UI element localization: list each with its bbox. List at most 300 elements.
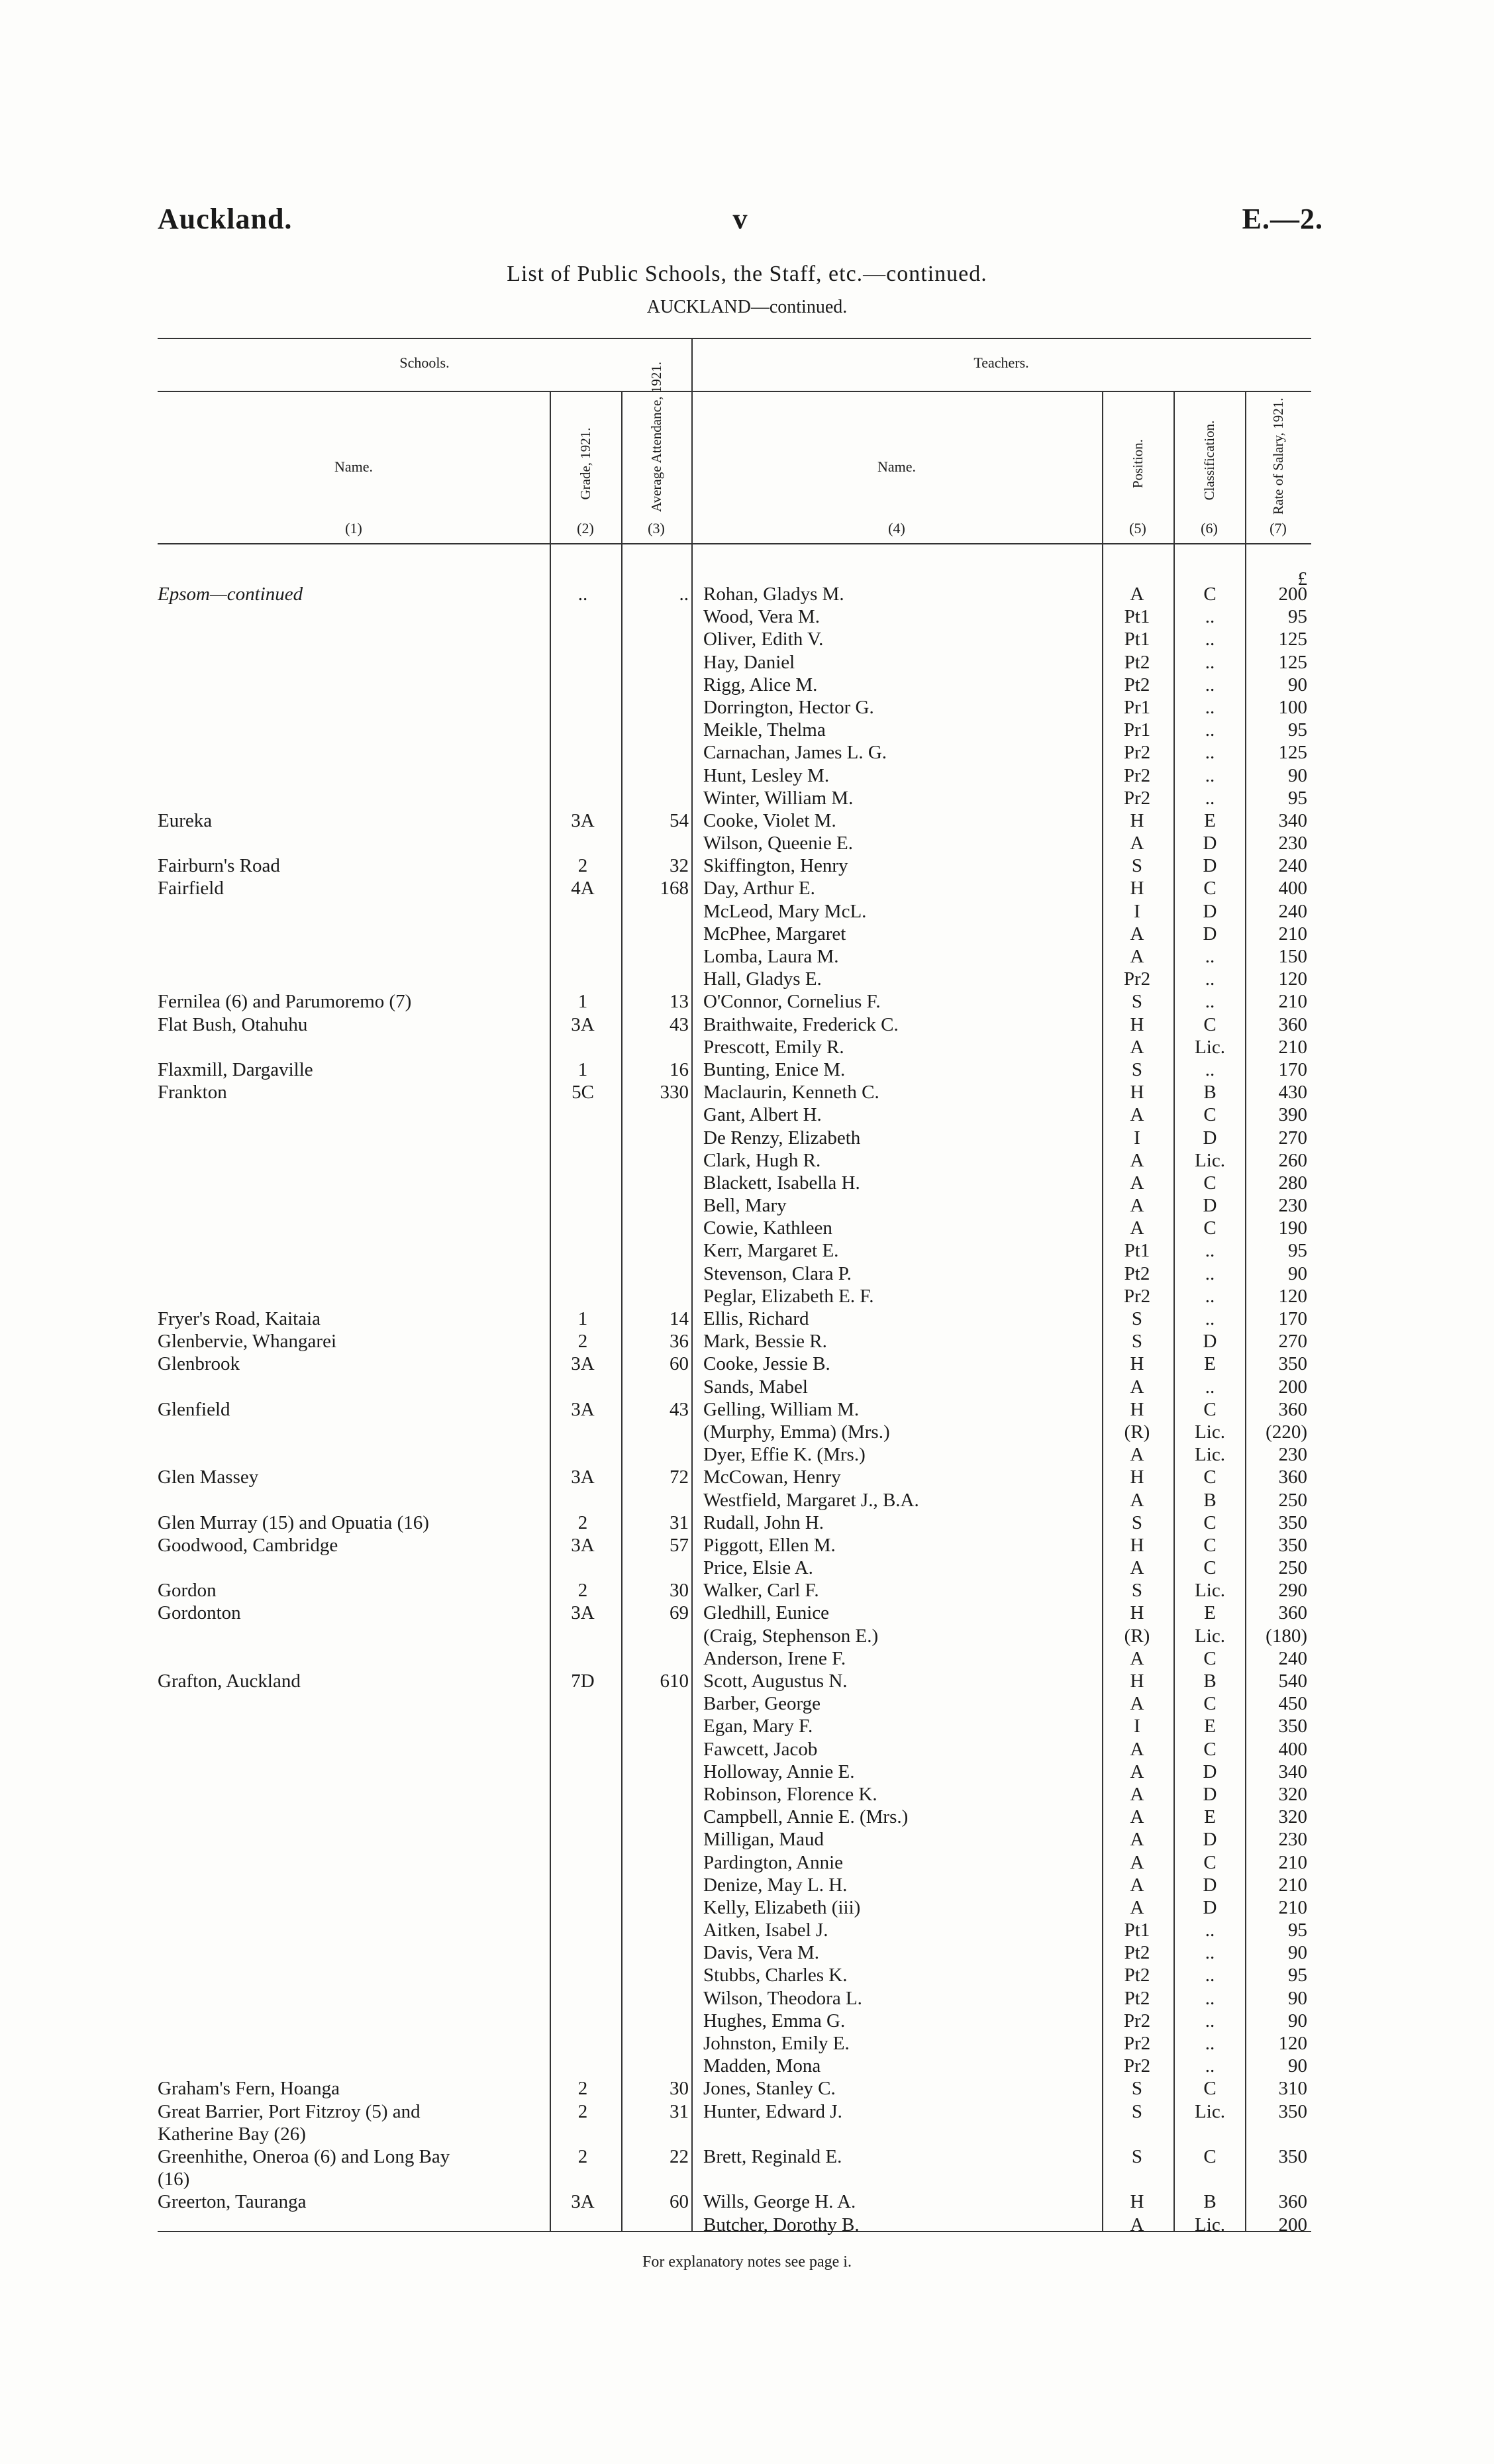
position-cell: Pr2	[1123, 2055, 1151, 2077]
teacher-name-cell-text: McLeod, Mary McL.	[703, 900, 867, 922]
table-row	[0, 1421, 1494, 1443]
school-name-cell	[158, 1466, 542, 1488]
classification-cell: Lic.	[1195, 2100, 1225, 2122]
table-row	[0, 2032, 1494, 2055]
teacher-name-cell	[703, 832, 1094, 854]
school-name-cell-text: Frankton	[158, 1082, 227, 1104]
school-name-cell	[158, 990, 542, 1013]
table-row	[0, 1579, 1494, 1602]
teacher-name-cell	[703, 628, 1094, 650]
teacher-name-cell-text: Dyer, Effie K. (Mrs.)	[703, 1444, 866, 1466]
position-cell: A	[1130, 923, 1144, 945]
attendance-cell: 32	[670, 855, 689, 877]
teacher-name-cell	[703, 809, 1094, 832]
teacher-name-cell-text: Gelling, William M.	[703, 1398, 860, 1420]
salary-cell: 90	[1288, 2055, 1307, 2077]
classification-cell: Lic.	[1195, 1036, 1225, 1058]
colnum-4: (4)	[888, 520, 905, 537]
school-name-cell-text: Eureka	[158, 809, 213, 831]
position-cell: S	[1131, 2100, 1143, 2122]
teacher-name-cell-text: Skiffington, Henry	[703, 855, 848, 877]
teacher-name-cell-text: Walker, Carl F.	[703, 1580, 819, 1602]
classification-cell: Lic.	[1195, 1580, 1225, 1602]
salary-cell: 540	[1278, 1670, 1307, 1692]
position-cell: Pr2	[1123, 787, 1151, 809]
school-name-cell	[158, 1579, 542, 1602]
school-name-cell-text: Glen Massey	[158, 1466, 259, 1488]
teacher-name-cell-text: Davis, Vera M.	[703, 1942, 820, 1964]
teacher-name-cell-text: Clark, Hugh R.	[703, 1149, 821, 1171]
classification-cell: C	[1203, 1104, 1217, 1126]
table-row	[0, 1036, 1494, 1058]
classification-cell: C	[1203, 1693, 1217, 1715]
position-cell: A	[1130, 1761, 1144, 1782]
teacher-name-cell	[703, 2032, 1094, 2055]
teacher-name-cell-text: Peglar, Elizabeth E. F.	[703, 1285, 874, 1307]
salary-cell: 240	[1278, 900, 1307, 922]
school-name-cell	[158, 1308, 542, 1330]
position-cell: A	[1130, 1896, 1144, 1918]
classification-cell: C	[1203, 1466, 1217, 1488]
classification-cell: ..	[1205, 674, 1215, 695]
table-row	[0, 1262, 1494, 1285]
position-cell: H	[1130, 1534, 1144, 1556]
table-row	[0, 809, 1494, 832]
position-cell: Pt2	[1124, 651, 1150, 673]
classification-cell: D	[1203, 1127, 1217, 1149]
salary-cell: 290	[1278, 1580, 1307, 1602]
position-cell: Pr2	[1123, 968, 1151, 990]
salary-cell: 90	[1288, 764, 1307, 786]
classification-cell: Lic.	[1195, 1421, 1225, 1443]
teacher-name-cell	[703, 1149, 1094, 1172]
salary-cell: 210	[1278, 1851, 1307, 1873]
school-name-cell-text: Grafton, Auckland	[158, 1670, 301, 1692]
teacher-name-cell-text: Brett, Reginald E.	[703, 2145, 842, 2167]
salary-cell: 400	[1278, 878, 1307, 899]
classification-cell: ..	[1205, 764, 1215, 786]
table-row	[0, 2123, 1494, 2145]
school-name-cell-text: Glenfield	[158, 1398, 230, 1420]
table-row	[0, 1715, 1494, 1737]
teacher-name-cell	[703, 583, 1094, 605]
salary-cell: 390	[1278, 1104, 1307, 1126]
classification-cell: B	[1203, 2191, 1217, 2213]
school-name-cell-text: Fernilea (6) and Parumoremo (7)	[158, 991, 412, 1013]
classification-cell: C	[1203, 1172, 1217, 1194]
salary-cell: 230	[1278, 833, 1307, 854]
grade-cell: 2	[577, 1512, 588, 1533]
school-name-cell	[158, 583, 542, 605]
salary-cell: 280	[1278, 1172, 1307, 1194]
teacher-name-cell-text: Ellis, Richard	[703, 1308, 809, 1329]
grade-cell: 7D	[571, 1670, 595, 1692]
teacher-name-cell	[703, 719, 1094, 741]
position-cell: H	[1130, 2191, 1144, 2213]
classification-cell: C	[1203, 1398, 1217, 1420]
salary-cell: 350	[1278, 1512, 1307, 1533]
attendance-cell: 43	[670, 1398, 689, 1420]
position-cell: A	[1130, 1647, 1144, 1669]
classification-cell: C	[1203, 2078, 1217, 2100]
table-row	[0, 945, 1494, 968]
attendance-cell: 14	[670, 1308, 689, 1329]
page-subtitle: AUCKLAND—continued.	[646, 297, 848, 317]
teacher-name-cell-text: Madden, Mona	[703, 2055, 821, 2077]
table-body	[0, 583, 1494, 2236]
table-row	[0, 1058, 1494, 1081]
classification-cell: C	[1203, 1512, 1217, 1533]
school-name-cell	[158, 1330, 542, 1353]
teacher-name-cell	[703, 1353, 1094, 1375]
teachers-group-header: Teachers.	[973, 354, 1029, 371]
teacher-name-cell-text: Gledhill, Eunice	[703, 1602, 830, 1624]
classification-cell: C	[1203, 1217, 1217, 1239]
grade-cell: 3A	[571, 809, 595, 831]
teacher-name-cell-text: (Craig, Stephenson E.)	[703, 1625, 879, 1647]
teacher-name-cell	[703, 1489, 1094, 1512]
school-name-header: Name.	[334, 458, 374, 475]
classification-cell: ..	[1205, 1920, 1215, 1941]
teacher-name-cell	[703, 1534, 1094, 1557]
table-row	[0, 990, 1494, 1013]
classification-cell: ..	[1205, 2033, 1215, 2054]
table-row	[0, 696, 1494, 719]
teacher-name-cell-text: Butcher, Dorothy B.	[703, 2214, 860, 2235]
school-name-cell-text: (16)	[158, 2169, 190, 2190]
position-cell: Pr2	[1123, 1285, 1151, 1307]
position-cell: H	[1130, 1353, 1144, 1375]
salary-cell: 90	[1288, 1262, 1307, 1284]
classification-cell: E	[1204, 1353, 1216, 1375]
position-cell: H	[1130, 878, 1144, 899]
classification-cell: ..	[1205, 1262, 1215, 1284]
teacher-name-cell-text: (Murphy, Emma) (Mrs.)	[703, 1421, 890, 1443]
teacher-name-cell	[703, 1851, 1094, 1874]
teacher-name-cell	[703, 945, 1094, 968]
salary-cell: 270	[1278, 1331, 1307, 1353]
classification-cell: E	[1204, 1716, 1216, 1737]
teacher-name-cell-text: Cowie, Kathleen	[703, 1217, 832, 1239]
table-row	[0, 1987, 1494, 2010]
teacher-name-cell-text: Scott, Augustus N.	[703, 1670, 848, 1692]
classification-cell: B	[1203, 1489, 1217, 1511]
position-cell: H	[1130, 1602, 1144, 1624]
school-name-cell	[158, 2168, 542, 2190]
teacher-name-cell	[703, 1104, 1094, 1126]
teacher-name-cell	[703, 1806, 1094, 1828]
salary-cell: 400	[1278, 1738, 1307, 1760]
teacher-name-cell-text: McPhee, Margaret	[703, 923, 846, 945]
school-name-cell	[158, 809, 542, 832]
classification-cell: ..	[1205, 629, 1215, 650]
classification-cell: ..	[1205, 787, 1215, 809]
table-row	[0, 1489, 1494, 1512]
teacher-name-cell-text: Dorrington, Hector G.	[703, 696, 874, 718]
table-row	[0, 854, 1494, 877]
teacher-name-cell-text: Wilson, Theodora L.	[703, 1987, 862, 2009]
grade-cell: 2	[577, 1331, 588, 1353]
salary-cell: 190	[1278, 1217, 1307, 1239]
classification-cell: D	[1203, 855, 1217, 877]
table-row	[0, 1783, 1494, 1806]
table-row	[0, 2145, 1494, 2168]
classification-cell: D	[1203, 1761, 1217, 1782]
teacher-name-cell-text: Cooke, Jessie B.	[703, 1353, 830, 1375]
salary-cell: 450	[1278, 1693, 1307, 1715]
position-cell: (R)	[1124, 1625, 1150, 1647]
position-cell: A	[1130, 1806, 1144, 1828]
classification-cell: C	[1203, 2145, 1217, 2167]
teacher-name-cell	[703, 1625, 1094, 1647]
teacher-name-cell-text: Hall, Gladys E.	[703, 968, 822, 990]
colnum-3: (3)	[648, 520, 665, 537]
position-cell: A	[1130, 1104, 1144, 1126]
table-row	[0, 968, 1494, 990]
classification-cell: ..	[1205, 991, 1215, 1013]
teacher-name-cell-text: O'Connor, Cornelius F.	[703, 991, 881, 1013]
teacher-name-cell	[703, 1239, 1094, 1262]
table-row	[0, 1239, 1494, 1262]
classification-cell: ..	[1205, 742, 1215, 764]
teacher-name-cell-text: De Renzy, Elizabeth	[703, 1127, 861, 1149]
page-title: List of Public Schools, the Staff, etc.—continued.	[507, 262, 987, 286]
table-row	[0, 1761, 1494, 1783]
salary-cell: 360	[1278, 2191, 1307, 2213]
header-bottom-rule	[158, 543, 1311, 544]
teacher-name-cell-text: Kerr, Margaret E.	[703, 1240, 839, 1262]
attendance-cell: 16	[670, 1058, 689, 1080]
table-row	[0, 764, 1494, 787]
school-name-cell	[158, 1081, 542, 1104]
salary-cell: 320	[1278, 1783, 1307, 1805]
position-cell: A	[1130, 946, 1144, 967]
teacher-name-cell-text: Wills, George H. A.	[703, 2191, 856, 2213]
classification-cell: B	[1203, 1670, 1217, 1692]
classification-cell: Lic.	[1195, 1149, 1225, 1171]
teacher-name-cell	[703, 651, 1094, 674]
teacher-name-cell-text: Johnston, Emily E.	[703, 2033, 850, 2054]
position-cell: Pr2	[1123, 742, 1151, 764]
teacher-name-cell	[703, 2100, 1094, 2123]
teacher-name-cell	[703, 854, 1094, 877]
classification-cell: C	[1203, 1738, 1217, 1760]
table-row	[0, 1104, 1494, 1126]
teacher-name-cell-text: Barber, George	[703, 1693, 821, 1715]
table-row	[0, 1874, 1494, 1896]
position-cell: A	[1130, 1172, 1144, 1194]
grade-cell: 3A	[571, 1013, 595, 1035]
schools-group-header: Schools.	[399, 354, 450, 371]
teacher-name-cell-text: Robinson, Florence K.	[703, 1783, 877, 1805]
teacher-name-cell	[703, 1262, 1094, 1285]
table-row	[0, 1308, 1494, 1330]
salary-cell: 240	[1278, 1647, 1307, 1669]
salary-cell: 90	[1288, 2010, 1307, 2031]
classification-cell: ..	[1205, 1965, 1215, 1986]
position-cell: A	[1130, 1489, 1144, 1511]
position-cell: H	[1130, 1466, 1144, 1488]
table-row	[0, 2010, 1494, 2032]
classification-cell: C	[1203, 1557, 1217, 1579]
table-row	[0, 2190, 1494, 2213]
school-name-cell	[158, 1512, 542, 1534]
position-cell: A	[1130, 1738, 1144, 1760]
teacher-name-cell	[703, 1647, 1094, 1670]
table-row	[0, 1217, 1494, 1239]
salary-cell: 95	[1288, 787, 1307, 809]
salary-cell: (180)	[1266, 1625, 1307, 1647]
salary-cell: 90	[1288, 674, 1307, 695]
school-name-cell-text: Glenbervie, Whangarei	[158, 1331, 337, 1353]
salary-cell: 210	[1278, 991, 1307, 1013]
teacher-name-cell	[703, 1828, 1094, 1851]
teacher-name-cell	[703, 605, 1094, 628]
classification-cell: C	[1203, 878, 1217, 899]
school-name-cell-text: Fairfield	[158, 878, 224, 899]
table-row	[0, 1557, 1494, 1579]
teacher-name-cell	[703, 1579, 1094, 1602]
position-cell: S	[1131, 1580, 1143, 1602]
position-cell: A	[1130, 1149, 1144, 1171]
classification-cell: ..	[1205, 606, 1215, 628]
position-cell: A	[1130, 1693, 1144, 1715]
school-name-cell	[158, 2190, 542, 2213]
salary-cell: 320	[1278, 1806, 1307, 1828]
table-row	[0, 719, 1494, 741]
table-row	[0, 1534, 1494, 1557]
teacher-name-cell	[703, 968, 1094, 990]
salary-cell: 350	[1278, 2100, 1307, 2122]
teacher-name-cell-text: Jones, Stanley C.	[703, 2078, 836, 2100]
teacher-name-cell-text: Blackett, Isabella H.	[703, 1172, 860, 1194]
school-name-cell	[158, 1670, 542, 1692]
classification-cell: ..	[1205, 2055, 1215, 2077]
teacher-name-cell	[703, 787, 1094, 809]
school-name-cell-text: Goodwood, Cambridge	[158, 1534, 338, 1556]
classification-cell: C	[1203, 1647, 1217, 1669]
classification-cell: ..	[1205, 1058, 1215, 1080]
school-name-cell-text: Greenhithe, Oneroa (6) and Long Bay	[158, 2145, 450, 2167]
salary-cell: 210	[1278, 1896, 1307, 1918]
grade-cell: 2	[577, 2145, 588, 2167]
attendance-cell: 36	[670, 1331, 689, 1353]
table-row	[0, 1081, 1494, 1104]
position-cell: A	[1130, 1444, 1144, 1466]
position-cell: Pr1	[1123, 719, 1151, 741]
classification-cell: C	[1203, 584, 1217, 605]
position-cell: S	[1131, 991, 1143, 1013]
position-cell: H	[1130, 1013, 1144, 1035]
teacher-name-cell	[703, 1376, 1094, 1398]
table-row	[0, 2168, 1494, 2190]
salary-cell: 350	[1278, 1534, 1307, 1556]
salary-cell: 250	[1278, 1557, 1307, 1579]
teacher-name-cell-text: Piggott, Ellen M.	[703, 1534, 836, 1556]
grade-header: Grade, 1921.	[577, 427, 593, 500]
colnum-7: (7)	[1270, 520, 1287, 537]
table-row	[0, 877, 1494, 899]
teacher-name-cell	[703, 1081, 1094, 1104]
attendance-cell: 69	[670, 1602, 689, 1624]
salary-cell: 200	[1278, 584, 1307, 605]
attendance-cell: 72	[670, 1466, 689, 1488]
position-cell: Pt1	[1124, 629, 1150, 650]
teacher-name-cell	[703, 1217, 1094, 1239]
salary-cell: 270	[1278, 1127, 1307, 1149]
teacher-name-cell	[703, 900, 1094, 923]
teacher-name-cell-text: Holloway, Annie E.	[703, 1761, 855, 1782]
position-cell: A	[1130, 2214, 1144, 2235]
salary-cell: 350	[1278, 1353, 1307, 1375]
page-header-right: E.—2.	[1242, 203, 1323, 235]
classification-cell: ..	[1205, 1308, 1215, 1329]
position-cell: S	[1131, 855, 1143, 877]
school-name-cell	[158, 2123, 542, 2145]
school-name-cell-text: Katherine Bay (26)	[158, 2123, 306, 2145]
teacher-name-cell	[703, 1443, 1094, 1466]
salary-cell: 360	[1278, 1466, 1307, 1488]
colnum-1: (1)	[345, 520, 362, 537]
table-row	[0, 674, 1494, 696]
classification-cell: E	[1204, 809, 1216, 831]
table-row	[0, 1964, 1494, 1986]
teacher-name-cell-text: Cooke, Violet M.	[703, 809, 836, 831]
grade-cell: 2	[577, 855, 588, 877]
school-name-cell-text: Great Barrier, Port Fitzroy (5) and	[158, 2100, 421, 2122]
position-cell: Pr2	[1123, 2010, 1151, 2031]
salary-cell: 150	[1278, 946, 1307, 967]
teacher-name-cell-text: Hughes, Emma G.	[703, 2010, 846, 2031]
teacher-name-cell	[703, 1013, 1094, 1036]
classification-cell: ..	[1205, 696, 1215, 718]
classification-cell: Lic.	[1195, 2214, 1225, 2235]
school-name-cell-text: Fairburn's Road	[158, 855, 280, 877]
school-name-cell-text: Graham's Fern, Hoanga	[158, 2078, 340, 2100]
school-name-cell	[158, 854, 542, 877]
table-row	[0, 628, 1494, 650]
salary-cell: 360	[1278, 1013, 1307, 1035]
grade-cell: 4A	[571, 878, 595, 899]
grade-cell: 3A	[571, 1466, 595, 1488]
position-cell: A	[1130, 1376, 1144, 1398]
attendance-cell: 60	[670, 2191, 689, 2213]
table-row	[0, 923, 1494, 945]
classification-header: Classification.	[1201, 420, 1217, 501]
salary-cell: (220)	[1266, 1421, 1307, 1443]
salary-cell: 310	[1278, 2078, 1307, 2100]
teacher-name-cell	[703, 1761, 1094, 1783]
classification-cell: ..	[1205, 719, 1215, 741]
classification-cell: ..	[1205, 651, 1215, 673]
salary-cell: 170	[1278, 1058, 1307, 1080]
teacher-name-cell	[703, 1308, 1094, 1330]
table-row	[0, 1692, 1494, 1715]
teacher-name-cell-text: Oliver, Edith V.	[703, 629, 824, 650]
teacher-name-cell-text: Hunt, Lesley M.	[703, 764, 830, 786]
attendance-cell: 31	[670, 1512, 689, 1533]
table-row	[0, 1625, 1494, 1647]
table-row	[0, 1149, 1494, 1172]
teacher-name-cell-text: Bell, Mary	[703, 1195, 787, 1217]
classification-cell: Lic.	[1195, 1444, 1225, 1466]
teacher-name-cell	[703, 1896, 1094, 1919]
grade-cell: 3A	[571, 1534, 595, 1556]
teacher-name-cell-text: Gant, Albert H.	[703, 1104, 822, 1126]
school-name-cell	[158, 1058, 542, 1081]
teacher-name-cell	[703, 1670, 1094, 1692]
teacher-name-cell	[703, 1738, 1094, 1761]
